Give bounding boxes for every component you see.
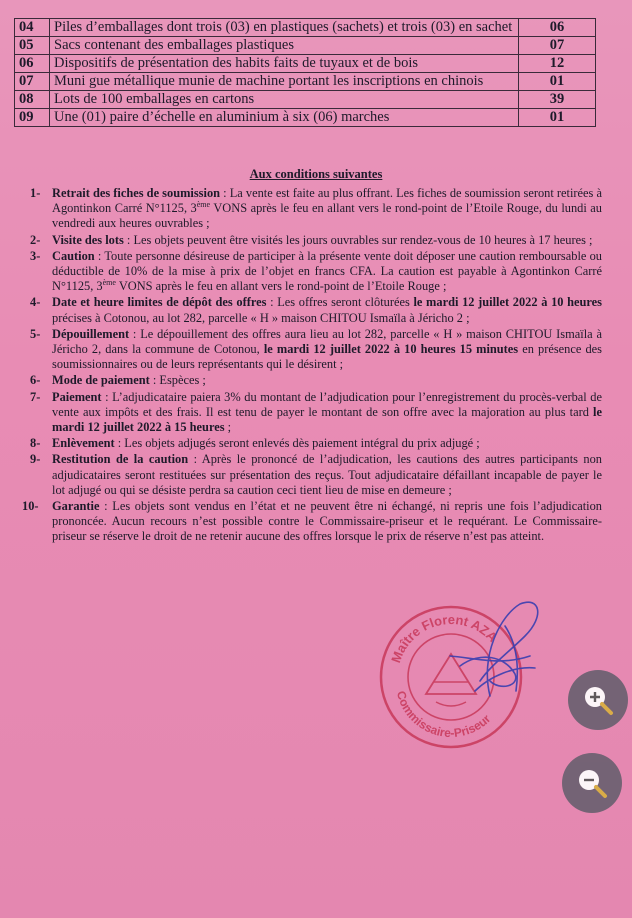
items-table <box>14 18 596 127</box>
row-quantity: 39 <box>519 91 596 109</box>
table-row <box>15 73 596 91</box>
condition-item <box>14 249 602 295</box>
condition-title: Dépouillement <box>52 326 130 341</box>
row-description: Sacs contenant des emballages plastiques <box>50 37 519 55</box>
condition-text: : Les objets peuvent être visités les jours ouvrables sur rendez-vous de 10 heures à 17 heures ; <box>123 232 593 247</box>
row-quantity: 12 <box>519 55 596 73</box>
condition-text: précises à Cotonou, au lot 282, parcelle « H » maison CHITOU Ismaïla à Jéricho 2 ; <box>52 310 470 325</box>
condition-item <box>14 233 602 248</box>
condition-item <box>14 186 602 232</box>
zoom-out-icon <box>575 766 609 800</box>
row-description: Lots de 100 emballages en cartons <box>50 91 519 109</box>
condition-number: 1- <box>30 186 41 200</box>
conditions-list <box>14 186 602 546</box>
table-row <box>15 109 596 127</box>
condition-title: Caution <box>52 248 95 263</box>
zoom-in-button[interactable] <box>568 670 628 730</box>
condition-item <box>14 327 602 373</box>
stamp-bottom-text: Commissaire-Priseur <box>393 689 494 741</box>
condition-item <box>14 436 602 451</box>
condition-text: en présence des soumissionnaires ou de leurs représentants qui le désirent ; <box>52 342 603 372</box>
condition-number: 5- <box>30 326 41 341</box>
row-description: Muni gue métallique munie de machine portant les inscriptions en chinois <box>50 73 519 91</box>
condition-title: Retrait des fiches de soumission <box>52 186 221 200</box>
condition-title: Garantie <box>52 499 100 514</box>
row-quantity: 06 <box>519 19 596 37</box>
row-quantity: 01 <box>519 109 596 127</box>
condition-text: : Toute personne désireuse de participer à la présente vente doit déposer une caution remboursable ou déductible de 10% de la mise à prix de l’objet en francs CFA. La caution est payable à Agontinkon Carré N°1125, 3 <box>52 248 602 294</box>
condition-item <box>14 499 602 545</box>
condition-text: : Les offres seront clôturées <box>266 295 414 310</box>
payment-deadline: le mardi 12 juillet 2022 à 15 heures <box>52 404 602 435</box>
condition-title: Mode de paiement <box>52 373 150 388</box>
stamp-top-text: Maître Florent AZA <box>388 611 501 665</box>
condition-item <box>14 390 602 436</box>
condition-number: 2- <box>30 232 41 247</box>
ordinal-suffix: ème <box>102 278 116 288</box>
row-number: 08 <box>15 91 50 109</box>
condition-number: 4- <box>30 295 41 310</box>
row-number: 06 <box>15 55 50 73</box>
row-number: 09 <box>15 109 50 127</box>
row-number: 05 <box>15 37 50 55</box>
condition-title: Date et heure limites de dépôt des offres <box>52 295 267 310</box>
condition-text: : Les objets adjugés seront enlevés dès paiement intégral du prix adjugé ; <box>114 436 480 451</box>
ordinal-suffix: ème <box>196 200 211 210</box>
table-row <box>15 91 596 109</box>
row-description: Dispositifs de présentation des habits faits de tuyaux et de bois <box>50 55 519 73</box>
table-row <box>15 19 596 37</box>
condition-text: : Après le prononcé de l’adjudication, les cautions des autres participants non adjudicataires seront restituées sur présentation des reçus. Tout adjudicataire défaillant incapable de payer le lot adjugé ou qui se désiste perdra sa caution ceci tient lieu de mise en demeure ; <box>52 452 603 497</box>
row-quantity: 07 <box>519 37 596 55</box>
condition-number: 6- <box>30 373 41 388</box>
condition-text: : La vente est faite au plus offrant. Les fiches de soumission seront retirées à Agontinkon Carré N°1125, 3 <box>52 186 602 216</box>
condition-title: Visite des lots <box>52 232 124 247</box>
condition-number: 9- <box>30 452 41 467</box>
condition-item <box>14 452 602 498</box>
row-number: 07 <box>15 73 50 91</box>
deadline-date: le mardi 12 juillet 2022 à 10 heures <box>413 295 603 310</box>
condition-item <box>14 295 602 325</box>
condition-text: VONS après le feu en allant vers le rond-point de l’Etoile Rouge, du lundi au vendredi aux heures ouvrables ; <box>52 201 602 231</box>
table-row <box>15 55 596 73</box>
condition-text: : Le dépouillement des offres aura lieu au lot 282, parcelle « H » maison CHITOU Ismaïla à Jéricho 2, dans la commune de Cotonou, <box>52 326 602 357</box>
condition-text: : Espèces ; <box>149 373 206 388</box>
row-quantity: 01 <box>519 73 596 91</box>
table-row <box>15 37 596 55</box>
condition-text: : L’adjudicataire paiera 3% du montant de l’adjudication pour l’enregistrement du procès-verbal de vente aux impôts et des frais. Il est tenu de payer le montant de son offre avec la majoration au plus tard <box>52 389 602 419</box>
condition-number: 8- <box>30 436 41 451</box>
condition-number: 3- <box>30 248 41 263</box>
zoom-out-button[interactable] <box>562 753 622 813</box>
row-description: Piles d’emballages dont trois (03) en plastiques (sachets) et trois (03) en sachet <box>50 19 519 37</box>
condition-text: ; <box>224 420 232 435</box>
condition-item <box>14 373 602 388</box>
condition-number: 7- <box>30 389 41 404</box>
condition-title: Enlèvement <box>52 436 115 451</box>
conditions-heading: Aux conditions suivantes <box>249 167 383 181</box>
zoom-in-icon <box>581 683 615 717</box>
row-description: Une (01) paire d’échelle en aluminium à six (06) marches <box>50 109 519 127</box>
condition-text: : Les objets sont vendus en l’état et ne peuvent être ni échangé, ni repris une fois l’adjudication prononcée. Aucun recours n’est possible contre le Commissaire-priseur et le requérant. Le Commissaire-priseur se réserve le droit de ne retenir aucune des offres lorsque le prix de réserve n’est pas atteint. <box>52 499 602 544</box>
condition-title: Restitution de la caution <box>52 452 189 467</box>
condition-number: 10- <box>22 499 39 514</box>
condition-text: VONS après le feu en allant vers le rond-point de l’Etoile Rouge ; <box>115 279 447 294</box>
condition-title: Paiement <box>52 389 102 404</box>
handwritten-signature <box>420 596 560 706</box>
opening-date: le mardi 12 juillet 2022 à 10 heures 15 minutes <box>263 342 519 357</box>
row-number: 04 <box>15 19 50 37</box>
